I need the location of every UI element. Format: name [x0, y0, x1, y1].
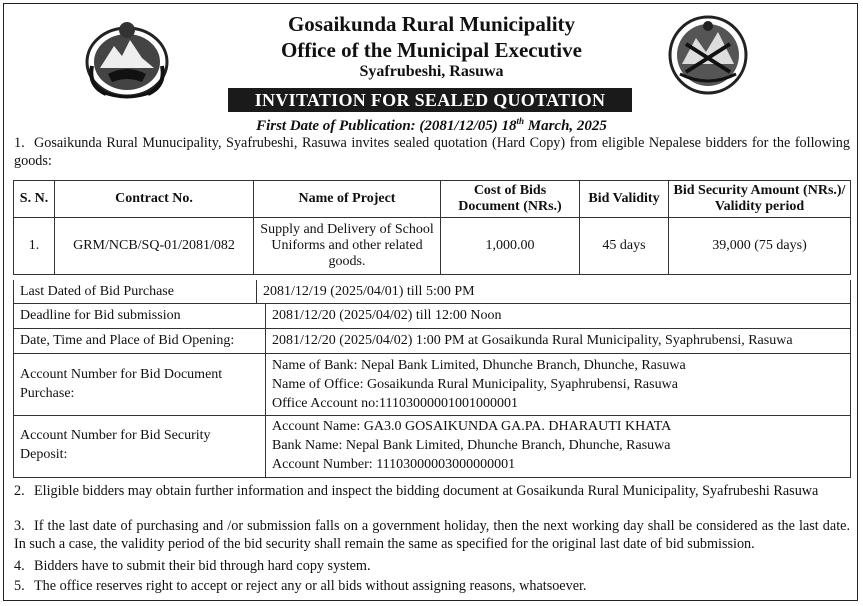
col-contract: Contract No.: [55, 181, 254, 218]
org-name: Gosaikunda Rural Municipality: [287, 12, 576, 36]
col-cost: Cost of Bids Document (NRs.): [441, 181, 580, 218]
acc-sec-label: Account Number for Bid Security Deposit:: [14, 416, 266, 477]
acc-doc-value: [266, 354, 686, 415]
acc-sec-row: [13, 416, 851, 478]
col-security: Bid Security Amount (NRs.)/ Validity period: [669, 181, 851, 218]
acc-sec-bank: Bank Name: Nepal Bank Limited, Dhunche Branch, Dhunche, Rasuwa: [272, 438, 671, 453]
acc-doc-office: Name of Office: Gosaikunda Rural Municipality, Syaphrubensi, Rasuwa: [272, 377, 678, 392]
acc-sec-name: Account Name: GA3.0 GOSAIKUNDA GA.PA. DHARAUTI KHATA: [272, 419, 672, 434]
note-3: 3. If the last date of purchasing and /or submission falls on a government holiday, then the next working day shall be considered as the last date. In such a case, the validity period of the bid security shall remain the same as specified for the original last date of bid submission.: [14, 518, 850, 552]
publication-date: First Date of Publication: (2081/12/05) 18th March, 2025: [256, 116, 607, 134]
col-project: Name of Project: [254, 181, 441, 218]
acc-sec-value: [266, 416, 671, 477]
table-header-row: [14, 181, 851, 218]
col-validity: Bid Validity: [580, 181, 669, 218]
acc-doc-bank: Name of Bank: Nepal Bank Limited, Dhunche Branch, Dhunche, Rasuwa: [272, 358, 686, 373]
office-name: Office of the Municipal Executive: [281, 38, 582, 62]
purchase-label: Last Dated of Bid Purchase: [14, 280, 257, 303]
acc-doc-number: Office Account no:11103000001001000001: [272, 396, 519, 411]
note-5: 5. The office reserves right to accept or reject any or all bids without assigning reasons, whatsoever.: [14, 578, 587, 594]
location: Syafrubeshi, Rasuwa: [359, 63, 504, 80]
deadline-row: [13, 304, 851, 329]
note-4: 4. Bidders have to submit their bid through hard copy system.: [14, 558, 371, 574]
cell-sn: 1.: [14, 218, 55, 275]
opening-label: Date, Time and Place of Bid Opening:: [14, 329, 266, 353]
cell-contract: GRM/NCB/SQ-01/2081/082: [55, 218, 254, 275]
deadline-value: 2081/12/20 (2025/04/02) till 12:00 Noon: [272, 308, 502, 323]
purchase-row: [13, 280, 851, 304]
bid-table: [13, 180, 851, 275]
col-sn: S. N.: [14, 181, 55, 218]
acc-sec-number: Account Number: 11103000003000000001: [272, 457, 516, 472]
opening-row: [13, 329, 851, 354]
purchase-value: 2081/12/19 (2025/04/01) till 5:00 PM: [263, 284, 475, 299]
cell-validity: 45 days: [580, 218, 669, 275]
cell-project: Supply and Delivery of School Uniforms and other related goods.: [254, 218, 441, 275]
acc-doc-row: [13, 354, 851, 416]
acc-doc-label: Account Number for Bid Document Purchase:: [14, 354, 266, 415]
intro-paragraph: 1. Gosaikunda Rural Munucipality, Syafrubeshi, Rasuwa invites sealed quotation (Hard Copy) from eligible Nepalese bidders for the following goods:: [14, 135, 850, 169]
cell-cost: 1,000.00: [441, 218, 580, 275]
title-banner: INVITATION FOR SEALED QUOTATION: [228, 88, 632, 112]
cell-security: 39,000 (75 days): [669, 218, 851, 275]
deadline-label: Deadline for Bid submission: [14, 304, 266, 328]
note-2: 2. Eligible bidders may obtain further information and inspect the bidding document at Gosaikunda Rural Municipality, Syafrubeshi Rasuwa: [14, 483, 819, 499]
opening-value: 2081/12/20 (2025/04/02) 1:00 PM at Gosaikunda Rural Municipality, Syaphrubensi, Rasuwa: [272, 333, 793, 348]
table-row: [14, 218, 851, 275]
